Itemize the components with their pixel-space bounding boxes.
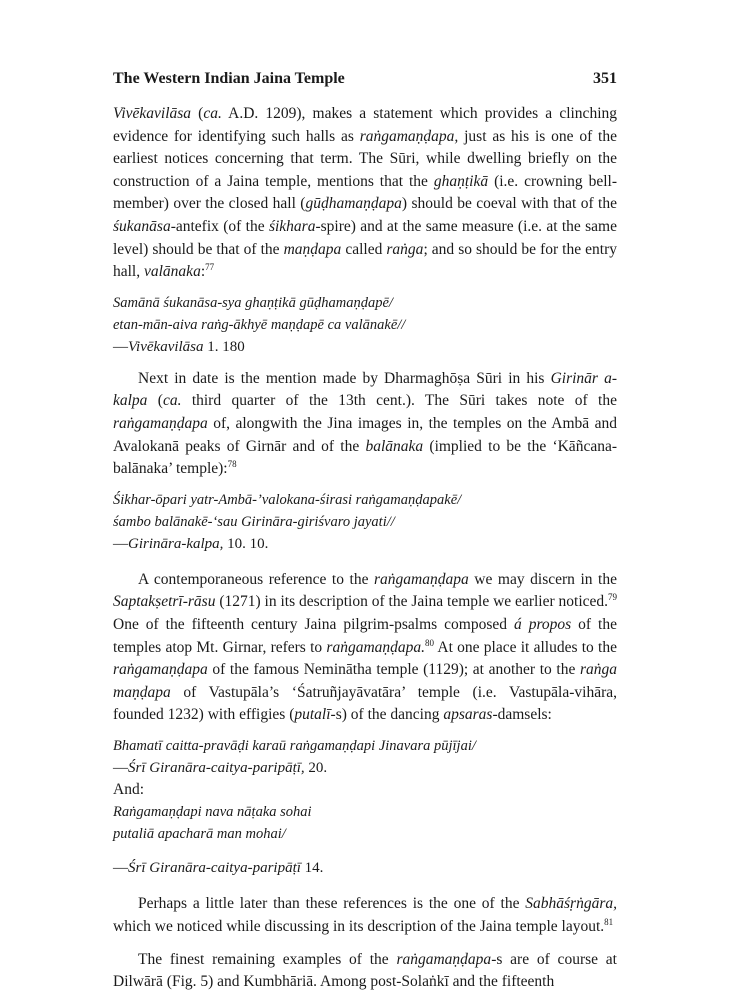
verse-line: Śikhar-ōpari yatr-Ambā-’valokana-śirasi raṅgamaṇḍapakē/ <box>113 491 462 508</box>
verse-source: —Śrī Giranāra-caitya-paripāṭī 14. <box>113 860 324 877</box>
footnote-ref: 78 <box>227 458 237 469</box>
verse-source: —Śrī Giranāra-caitya-paripāṭī, 20. <box>113 759 328 776</box>
verse-line: Raṅgamaṇḍapi nava nāṭaka sohai <box>113 804 312 821</box>
paragraph-4: Perhaps a little later than these references is the one of the Sabhāśṛṅgāra, which we noticed while discussing in its description of the Jaina temple layout.$^{81}$ <box>113 895 617 936</box>
paragraph-2: Next in date is the mention made by Dharmaghōṣa Sūri in his Girinār a-kalpa (ca. third quarter of the 13th cent.). The Sūri takes note of the raṅgamaṇḍapa of, alongwith the Jina images in, the temples on the Ambā and Avalokanā peaks of Girnār and of the balānaka (implied to be the ‘Kāñcana-balānaka’ temple):$^{78}$ <box>113 369 617 478</box>
paragraph-5: The finest remaining examples of the raṅgamaṇḍapa-s are of course at Dilwārā (Fig. 5) and Kumbhāriā. Among post-Solaṅkī and the fifteenth <box>113 950 617 991</box>
verse-source: —Vivēkavilāsa 1. 180 <box>113 338 245 355</box>
footnote-ref: 81 <box>604 916 614 927</box>
verse-quote-1 <box>113 292 617 358</box>
paragraph-3: A contemporaneous reference to the raṅgamaṇḍapa we may discern in the Saptakṣetrī-rāsu (1271) in its description of the Jaina temple we earlier noticed.$^{79}$ One of the fifteenth century Jaina pilgrim-psalms composed á propos of the temples atop Mt. Girnar, refers to raṅgamaṇḍapa.$^{80}$ At one place it alludes to the raṅgamaṇḍapa of the famous Neminātha temple (1129); at another to the raṅga maṇḍapa of Vastupāla’s ‘Śatruñjayāvatāra’ temple (i.e. Vastupāla-vihāra, founded 1232) with effigies (putalī-s) of the dancing apsaras-damsels: <box>113 570 618 724</box>
verse-quote-2 <box>113 489 617 555</box>
footnote-ref: 77 <box>205 262 215 272</box>
verse-line: putaliā apacharā man mohai/ <box>113 826 286 843</box>
verse-quote-4 <box>113 801 617 879</box>
page-body <box>113 103 617 994</box>
paragraph-1: Vivēkavilāsa (ca. A.D. 1209), makes a statement which provides a clinching evidence for identifying such halls as raṅgamaṇḍapa, just as his is one of the earliest notices concerning that term. The Sūri, while dwelling briefly on the construction of a Jaina temple, mentions that the ghaṇṭikā (i.e. crowning bell-member) over the closed hall (gūḍhamaṇḍapa) should be coeval with that of the śukanāsa-antefix (of the śikhara-spire) and at the same measure (i.e. at the same level) should be that of the maṇḍapa called raṅga; and so should be for the entry hall, valānaka:$^{77}$ <box>113 105 618 281</box>
page-number: 351 <box>593 70 617 87</box>
verse-line: etan-mān-aiva raṅg-ākhyē maṇḍapē ca valānakē// <box>113 316 406 333</box>
footnote-ref: 80 <box>425 637 435 648</box>
verse-quote-3 <box>113 735 617 779</box>
verse-source: —Girināra-kalpa, 10. 10. <box>113 535 269 552</box>
and-label: And: <box>113 780 144 798</box>
running-header <box>113 70 617 94</box>
running-title: The Western Indian Jaina Temple <box>113 70 345 87</box>
verse-line: Bhamatī caitta-pravāḍi karaū raṅgamaṇḍapi Jinavara pūjījai/ <box>113 737 476 754</box>
footnote-ref: 79 <box>608 592 618 603</box>
verse-line: śambo balānakē-‘sau Girināra-giriśvaro jayati// <box>113 513 395 530</box>
verse-line: Samānā śukanāsa-sya ghaṇṭikā gūḍhamaṇḍapē/ <box>113 294 393 311</box>
